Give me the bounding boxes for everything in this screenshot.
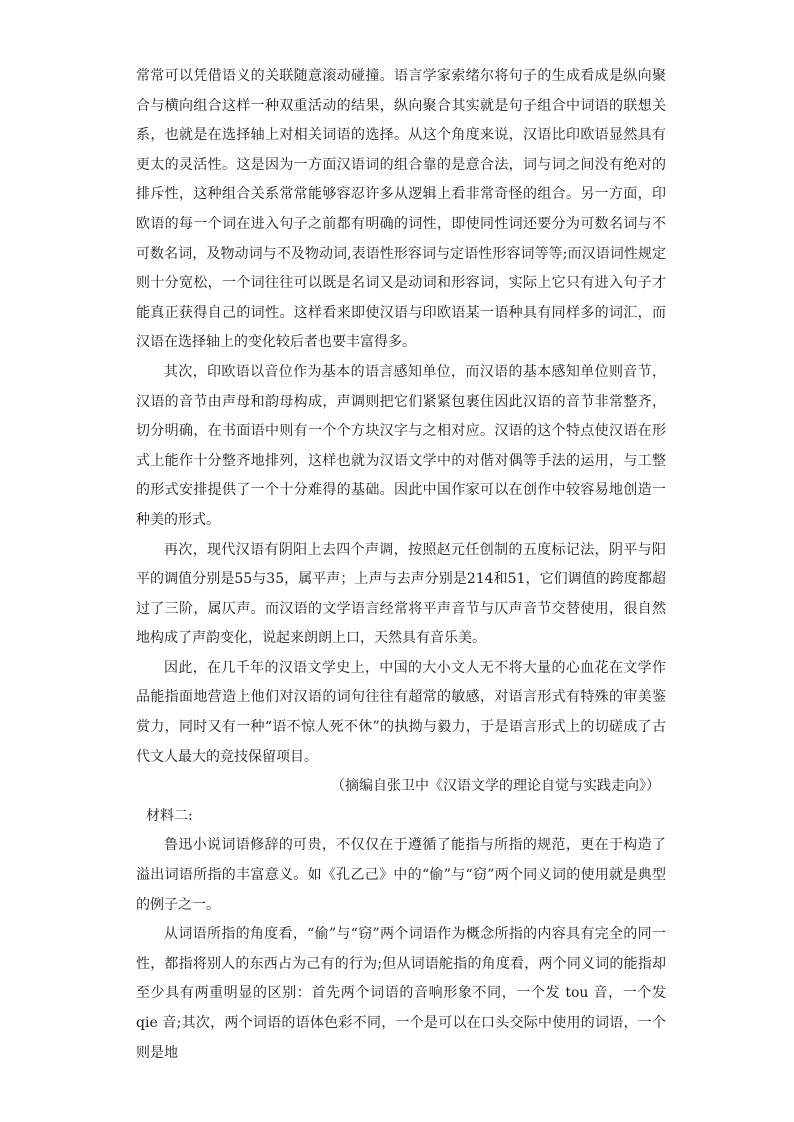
paragraph-third-point: 再次，现代汉语有阴阳上去四个声调，按照赵元任创制的五度标记法，阴平与阳平的调值分别是55与35，属平声；上声与去声分别是214和51，它们调值的跨度都超过了三阶，属仄声。而汉语的文学语言经常将平声音节与仄声音节交替使用，很自然地构成了声韵变化，说起来朗朗上口，天然具有音乐美。 (136, 541, 666, 647)
source-citation: （摘编自张卫中《汉语文学的理论自觉与实践走向》） (331, 778, 660, 795)
paragraph-continuation: 常常可以凭借语义的关联随意滚动碰撞。语言学家索绪尔将句子的生成看成是纵向聚合与横向组合这样一种双重活动的结果，纵向聚合其实就是句子组合中词语的联想关系，也就是在选择轴上对相关词语的选择。从这个角度来说，汉语比印欧语显然具有更太的灵活性。这是因为一方面汉语词的组合靠的是意合法，词与词之间没有绝对的排斥性，这种组合关系常常能够容忍许多从逻辑上看非常奇怪的组合。另一方面，印欧语的每一个词在进入句子之前都有明确的词性，即使同性词还要分为可数名词与不可数名词，及物动词与不及物动词,表语性形容词与定语性形容词等等;而汉语词性规定则十分宽松，一个词往往可以既是名词又是动词和形容词，实际上它只有进入句子才能真正获得自己的词性。这样看来即使汉语与印欧语某一语种具有同样多的词汇，而汉语在选择轴上的变化较后者也要丰富得多。 (136, 68, 666, 351)
paragraph-conclusion: 因此，在几千年的汉语文学史上，中国的大小文人无不将大量的心血花在文学作品能指面地营造上他们对汉语的词句往往有超常的敏感，对语言形式有特殊的审美鉴赏力，同时又有一种“语不惊人死不休”的执拗与毅力，于是语言形式上的切磋成了古代文人最大的竞技保留项目。 (136, 659, 666, 765)
paragraph-second-point: 其次，印欧语以音位作为基本的语言感知单位，而汉语的基本感知单位则音节，汉语的音节由声母和韵母构成，声调则把它们紧紧包裹住因此汉语的音节非常整齐，切分明确，在书面语中则有一个个方块汉字与之相对应。汉语的这个特点使汉语在形式上能作十分整齐地排列，这样也就为汉语文学中的对偕对偶等手法的运用，与工整的形式安排提供了一个十分难得的基础。因此中国作家可以在创作中较容易地创造一种美的形式。 (136, 363, 666, 528)
document-page (136, 62, 666, 1068)
material-two-label: 材料二: (146, 807, 193, 824)
paragraph-material-two-intro: 鲁迅小说词语修辞的可贵，不仅仅在于遵循了能指与所指的规范，更在于构造了溢出词语所指的丰富意义。如《孔乙己》中的“偷”与“窃”两个同义词的使用就是典型的例子之一。 (136, 837, 666, 913)
paragraph-material-two-analysis: 从词语所指的角度看，“偷”与“窃”两个词语作为概念所指的内容具有完全的同一性，都指将别人的东西占为己有的行为;但从词语舵指的角度看，两个同义词的能指却至少具有两重明显的区别：首先两个词语的音响形象不同，一个发 tou 音，一个发 qie 音;其次，两个词语的语体色彩不同，一个是可以在口头交际中使用的词语，一个则是地 (136, 926, 666, 1061)
